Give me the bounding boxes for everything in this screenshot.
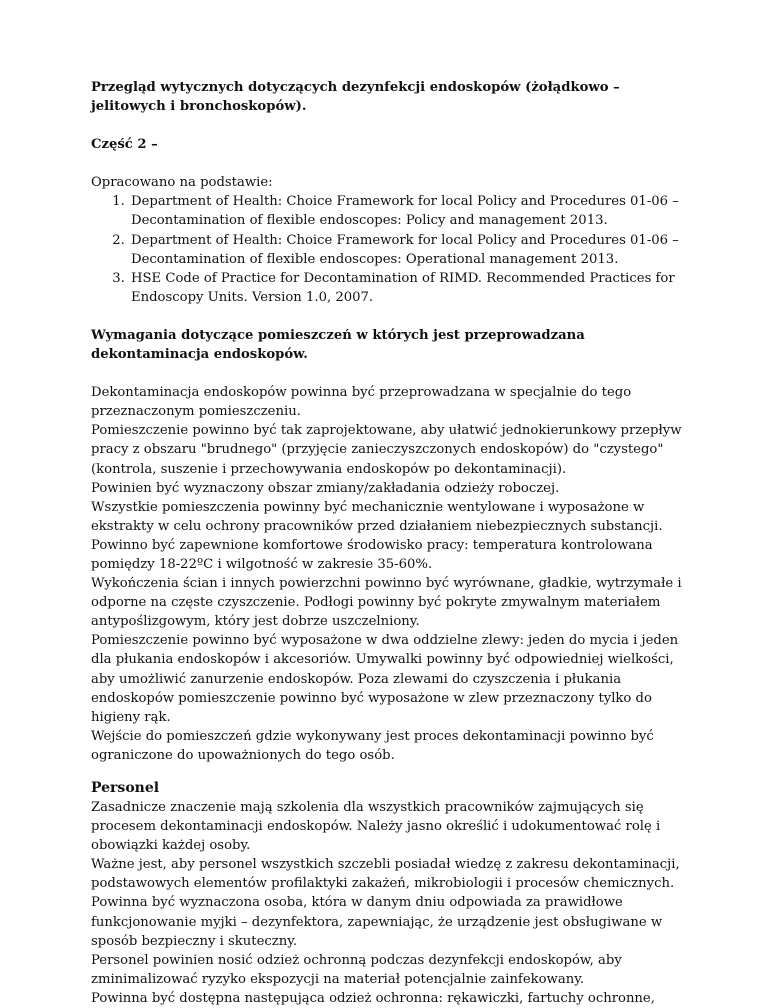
document-title: Przegląd wytycznych dotyczących dezynfekcji endoskopów (żołądkowo – jelitowych i bronchoskopów).: [91, 80, 620, 115]
paragraph: Dekontaminacja endoskopów powinna być przeprowadzana w specjalnie do tego przeznaczonym pomieszczeniu.: [91, 385, 632, 420]
section-body-personnel: [91, 798, 691, 1008]
paragraph: Personel powinien nosić odzież ochronną podczas dezynfekcji endoskopów, aby zminimalizować ryzyko ekspozycji na materiał potencjalnie zainfekowany.: [91, 952, 622, 987]
section-body-rooms: [91, 383, 691, 765]
section-heading-rooms: Wymagania dotyczące pomieszczeń w których jest przeprowadzana dekontaminacja endoskopów.: [91, 327, 585, 363]
part-label: Część 2 –: [91, 137, 158, 153]
paragraph: Pomieszczenie powinno być tak zaprojektowane, aby ułatwić jednokierunkowy przepływ pracy z obszaru "brudnego" (przyjęcie zanieczyszczonych endoskopów) do "czystego" (kontrola, suszenie i przechowywania endoskopów po dekontaminacji).: [91, 423, 682, 477]
paragraph: Zasadnicze znaczenie mają szkolenia dla wszystkich pracowników zajmujących się procesem dekontaminacji endoskopów. Należy jasno określić i udokumentować rolę i obowiązki każdej osoby.: [91, 800, 661, 854]
sources-list: [91, 192, 691, 307]
source-item: 1. Department of Health: Choice Framework for local Policy and Procedures 01-06 – Decontamination of flexible endoscopes: Policy and management 2013.: [129, 192, 691, 230]
sources-intro: Opracowano na podstawie:: [91, 175, 273, 191]
paragraph: Powinna być wyznaczona osoba, która w danym dniu odpowiada za prawidłowe funkcjonowanie myjki – dezynfektora, zapewniając, że urządzenie jest obsługiwane w sposób bezpieczny i skuteczny.: [91, 895, 663, 949]
paragraph: Ważne jest, aby personel wszystkich szczebli posiadał wiedzę z zakresu dekontaminacji, podstawowych elementów profilaktyki zakażeń, mikrobiologii i procesów chemicznych.: [91, 857, 680, 892]
source-item: 2. Department of Health: Choice Framework for local Policy and Procedures 01-06 – Decontamination of flexible endoscopes: Operational management 2013.: [129, 231, 691, 269]
document-page: [91, 78, 691, 1008]
paragraph: Wykończenia ścian i innych powierzchni powinno być wyrównane, gładkie, wytrzymałe i odporne na częste czyszczenie. Podłogi powinny być pokryte zmywalnym materiałem antypoślizgowym, który jest dobrze uszczelniony.: [91, 576, 682, 630]
paragraph: Wejście do pomieszczeń gdzie wykonywany jest proces dekontaminacji powinno być ograniczone do upoważnionych do tego osób.: [91, 728, 654, 763]
section-heading-personnel: Personel: [91, 780, 160, 796]
paragraph: Wszystkie pomieszczenia powinny być mechanicznie wentylowane i wyposażone w ekstrakty w celu ochrony pracowników przed działaniem niebezpiecznych substancji.: [91, 499, 663, 534]
paragraph: Pomieszczenie powinno być wyposażone w dwa oddzielne zlewy: jeden do mycia i jeden dla płukania endoskopów i akcesoriów. Umywalki powinny być odpowiedniej wielkości, aby umożliwić zanurzenie endoskopów. Poza zlewami do czyszczenia i płukania endoskopów pomieszczenie powinno być wyposażone w zlew przeznaczony tylko do higieny rąk.: [91, 633, 679, 725]
paragraph: Powinna być dostępna następująca odzież ochronna: rękawiczki, fartuchy ochronne,: [91, 990, 655, 1006]
paragraph: Powinno być zapewnione komfortowe środowisko pracy: temperatura kontrolowana pomiędzy 18-22ºC i wilgotność w zakresie 35-60%.: [91, 537, 653, 572]
paragraph: Powinien być wyznaczony obszar zmiany/zakładania odzieży roboczej.: [91, 480, 560, 496]
source-item: 3. HSE Code of Practice for Decontamination of RIMD. Recommended Practices for Endoscopy Units. Version 1.0, 2007.: [129, 269, 691, 307]
